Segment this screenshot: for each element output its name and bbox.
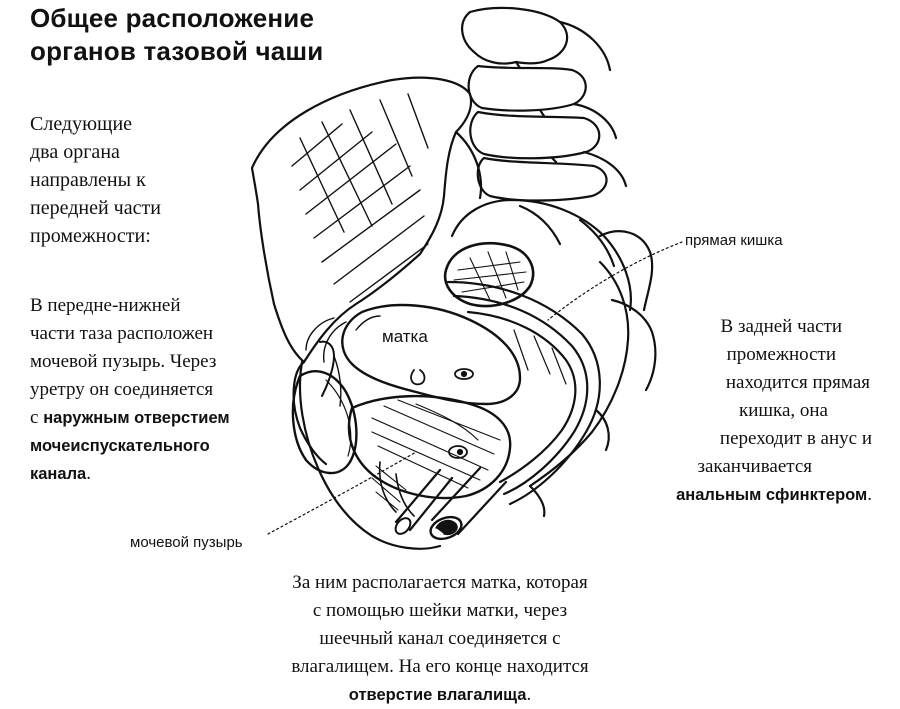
intro-line: два органа	[30, 141, 120, 163]
uterus-label: матка	[382, 327, 428, 346]
bladder-bold-text: наружным отверстием	[43, 409, 230, 427]
rectum-line: В задней части	[720, 316, 842, 337]
rectum-line: промежности	[726, 344, 836, 365]
sacrum-lower	[452, 200, 652, 310]
uterus-line: влагалищем. На его конце находится	[291, 656, 589, 677]
bladder-line-prefix: с	[30, 407, 44, 428]
uterus-bold-text: отверстие влагалища	[348, 686, 527, 704]
rectum-line: заканчивается	[697, 456, 812, 477]
uterus-line: с помощью шейки матки, через	[312, 600, 568, 621]
rectum	[445, 243, 600, 504]
rectum-bold-text: анальным сфинктером	[676, 486, 868, 504]
bladder-line: мочевой пузырь. Через	[30, 351, 217, 372]
bladder-bold-text: мочеиспускательного	[30, 437, 210, 455]
rectum-line: находится прямая	[725, 372, 870, 393]
rectum-line: кишка, она	[738, 400, 828, 421]
bladder-label: мочевой пузырь	[130, 534, 243, 551]
rectum-line: переходит в анус и	[719, 428, 872, 449]
title-line-2: органов тазовой чаши	[30, 36, 324, 66]
bladder-line: уретру он соединяется	[30, 379, 214, 400]
uterus-line: За ним располагается матка, которая	[292, 572, 588, 593]
sacrum-vertebrae	[462, 8, 626, 201]
bladder-line: В передне-нижней	[30, 295, 181, 316]
uterus	[306, 305, 520, 404]
bladder-line: части таза расположен	[30, 323, 214, 344]
uterus-line-suffix: .	[526, 684, 532, 705]
rectum-line-suffix: .	[867, 484, 872, 505]
intro-line: передней части	[30, 197, 161, 219]
uterus-line: шеечный канал соединяется с	[319, 628, 561, 649]
intro-line: промежности:	[30, 225, 151, 247]
bladder-line-suffix: .	[86, 463, 91, 484]
intro-line: направлены к	[30, 169, 146, 191]
intro-line: Следующие	[30, 113, 133, 135]
bladder-pointer	[268, 452, 416, 534]
bladder-bold-text: канала	[30, 465, 87, 483]
rectum-label: прямая кишка	[685, 232, 783, 249]
title-line-1: Общее расположение	[30, 3, 315, 33]
